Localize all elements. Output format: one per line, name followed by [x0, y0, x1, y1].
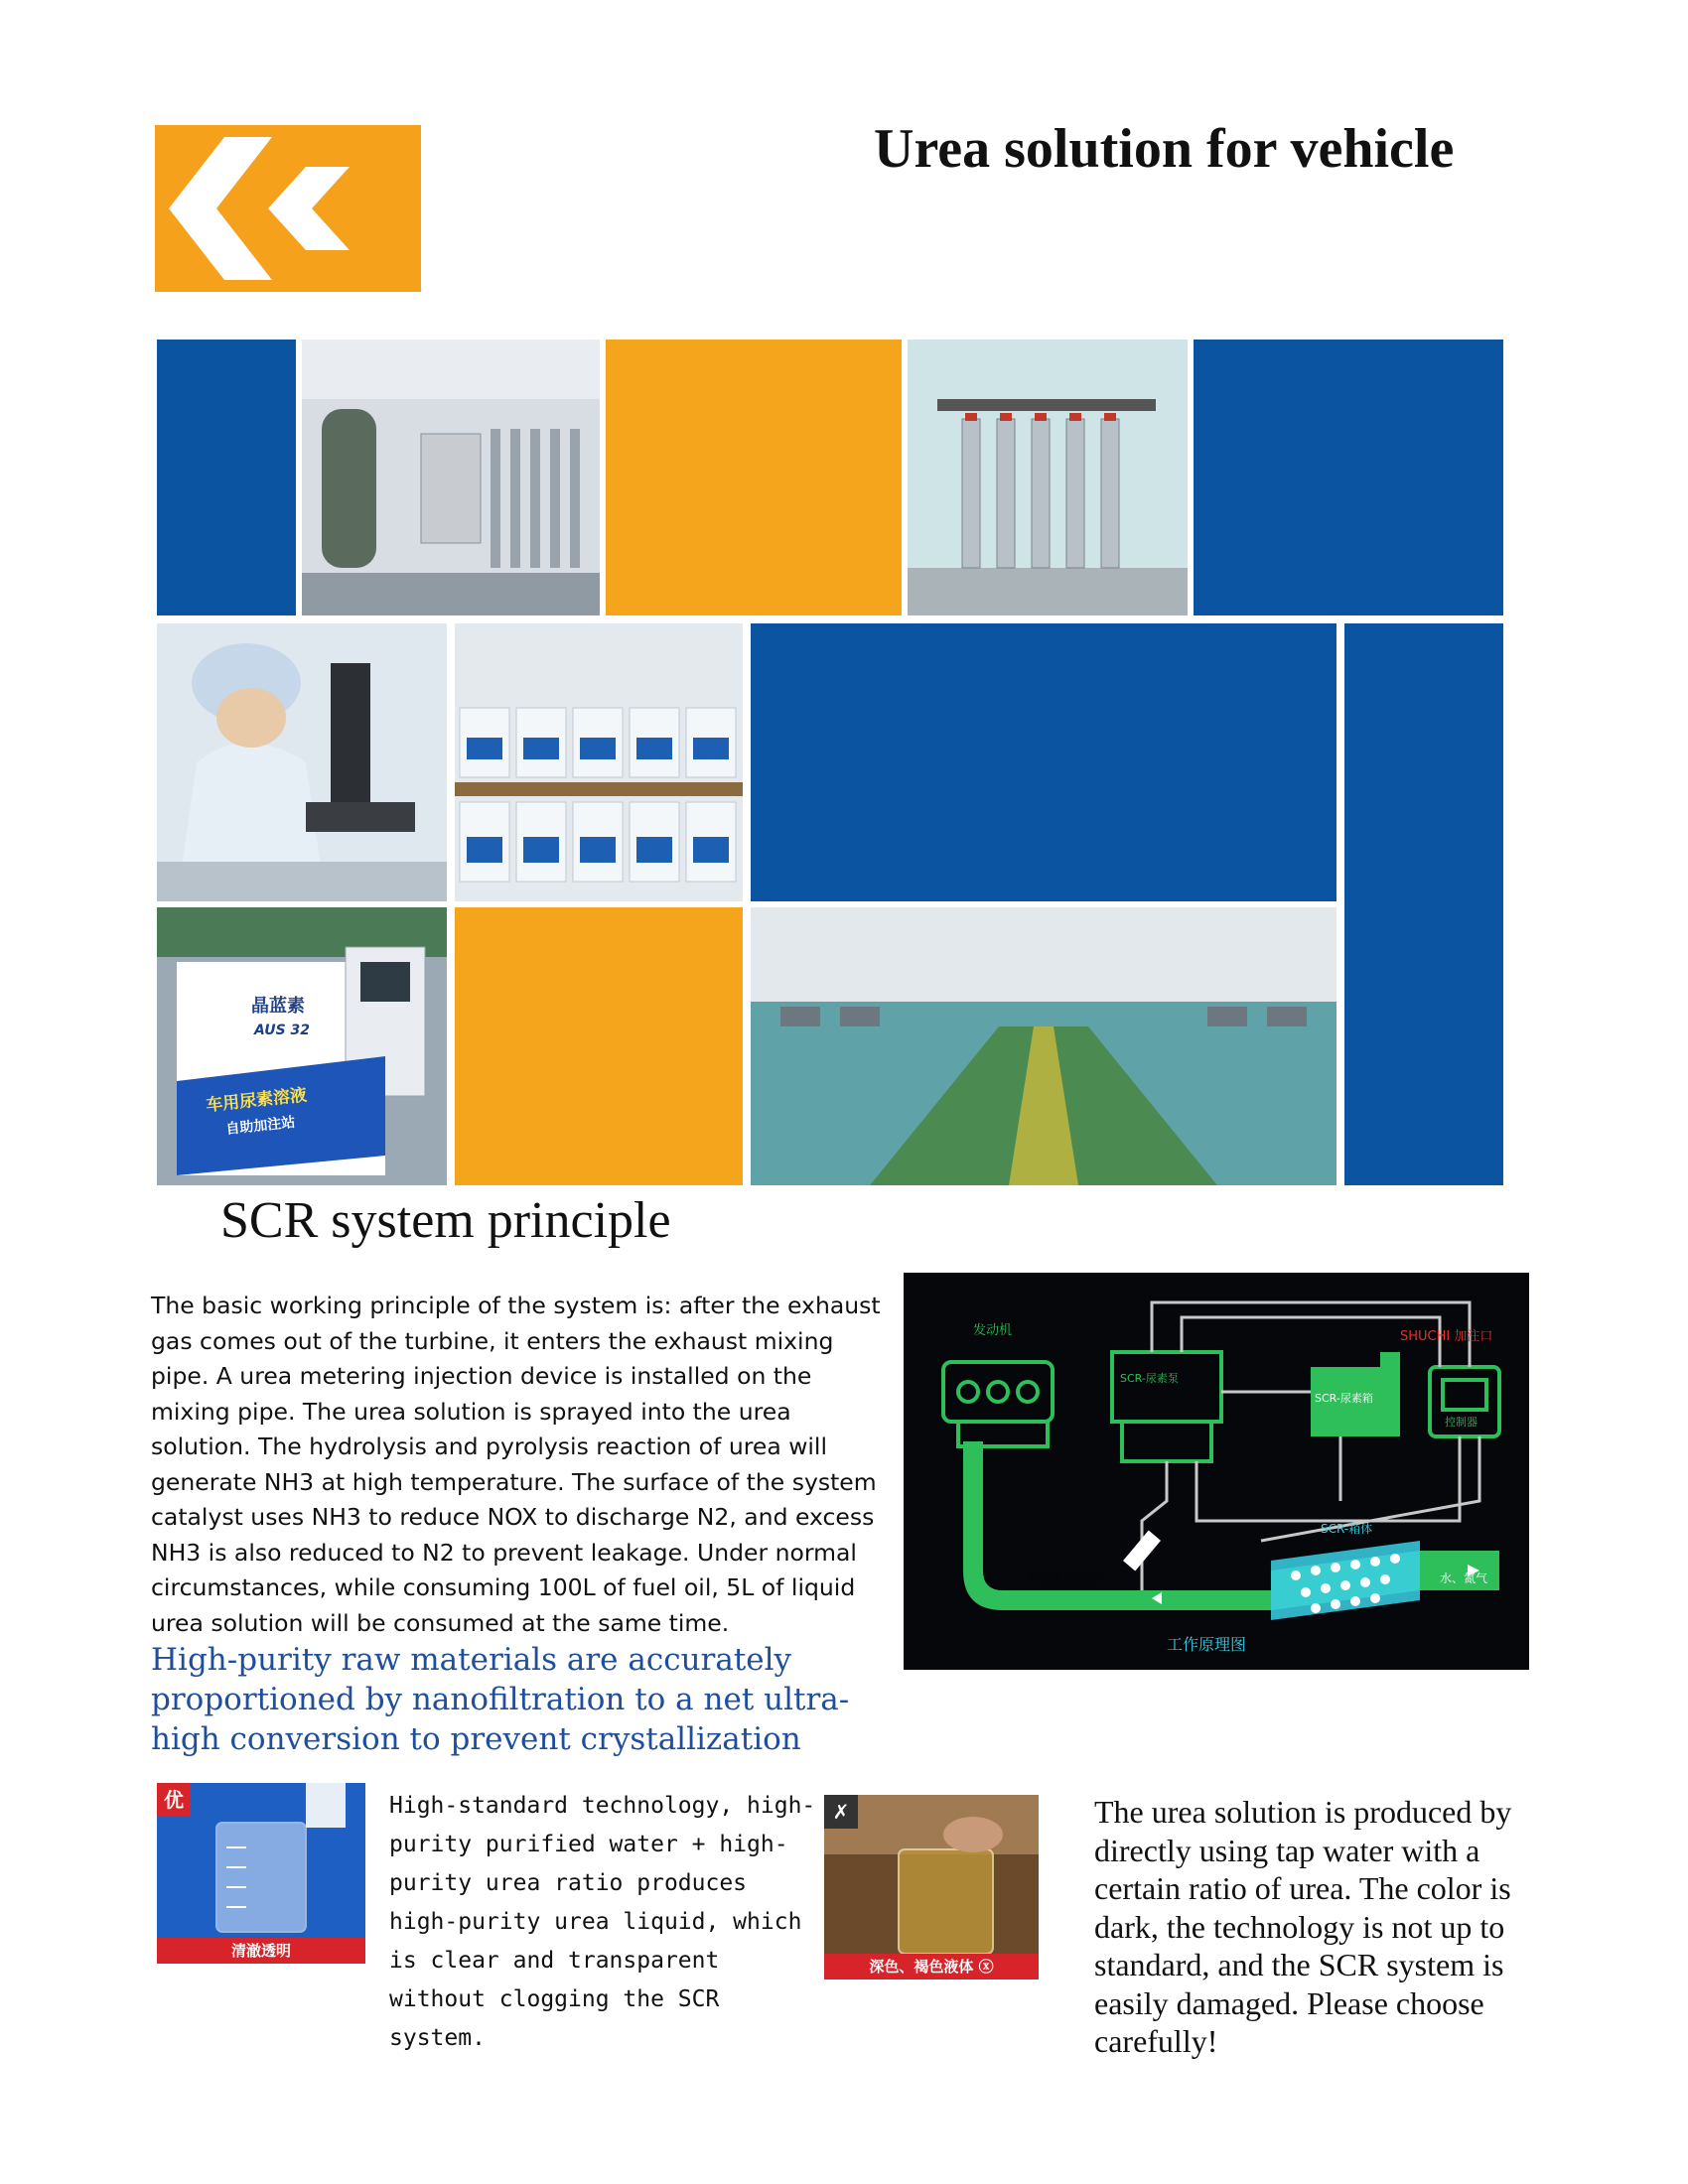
- dispenser-station-photo: [157, 907, 447, 1185]
- diagram-label-inlet: SHUCHI 加注口: [1400, 1329, 1493, 1344]
- diagram-label-engine: 发动机: [973, 1323, 1013, 1338]
- lab-microscope-photo: [157, 623, 447, 901]
- purity-highlight-text: High-purity raw materials are accurately proportioned by nanofiltration to a net ultra-high conversion to prevent crystallization: [151, 1642, 850, 1757]
- filter-pipes-photo: [908, 340, 1188, 615]
- dark-urea-beaker-photo: [824, 1795, 1039, 1979]
- diagram-label-harmful: 有害氮氧化物: [1028, 1571, 1100, 1585]
- page-title: Urea solution for vehicle: [874, 118, 1455, 180]
- diagram-label-output: 水、氮气: [1440, 1571, 1488, 1585]
- cross-circle-icon: ⓧ: [978, 1958, 994, 1976]
- dispenser-banner-line2: 自助加注站: [224, 1114, 297, 1138]
- urea-containers-photo: [455, 623, 743, 901]
- diagram-label-controller: 控制器: [1445, 1416, 1477, 1429]
- bad-caption: 深色、褐色液体 ⓧ: [824, 1954, 1039, 1979]
- diagram-caption: 工作原理图: [1167, 1635, 1247, 1654]
- dispenser-brand: 晶蓝素: [251, 996, 305, 1017]
- collage-blue-block: [751, 623, 1336, 901]
- scr-working-diagram: [904, 1273, 1529, 1670]
- dispenser-banner-line1: 车用尿素溶液: [205, 1085, 308, 1116]
- scr-section-heading: SCR system principle: [220, 1192, 671, 1249]
- good-badge: 优: [157, 1783, 191, 1817]
- good-caption: 清澈透明: [157, 1938, 365, 1964]
- purification-equipment-photo: [302, 340, 600, 615]
- factory-hall-photo: [751, 907, 1336, 1185]
- collage-blue-block: [157, 340, 296, 615]
- diagram-label-catalyst: SCR-箱体: [1321, 1522, 1373, 1536]
- scr-principle-paragraph: The basic working principle of the system is: after the exhaust gas comes out of the turbine, it enters the exhaust mixing pipe. A urea metering injection device is installed on the mixing pipe. The urea solution is sprayed into the urea solution. The hydrolysis and pyrolysis reaction of urea will generate NH3 at high temperature. The surface of the system catalyst uses NH3 to reduce NOX to discharge N2, and excess NH3 is also reduced to N2 to prevent leakage. Under normal circumstances, while consuming 100L of fuel oil, 5L of liquid urea solution will be consumed at the same time.: [151, 1292, 881, 1637]
- dispenser-model: AUS 32: [254, 1023, 311, 1038]
- diagram-label-pump: SCR-尿素泵: [1120, 1372, 1179, 1385]
- collage-orange-block: [606, 340, 902, 615]
- collage-blue-block: [1194, 340, 1503, 615]
- company-logo: [155, 125, 421, 292]
- diagram-label-tank: SCR-尿素箱: [1315, 1392, 1373, 1405]
- bad-badge-icon: ✗: [824, 1795, 858, 1829]
- collage-blue-block: [1344, 623, 1503, 1185]
- clear-urea-beaker-photo: [157, 1783, 365, 1964]
- double-chevron-logo-icon: [155, 125, 421, 292]
- poor-quality-warning: The urea solution is produced by directly using tap water with a certain ratio of urea. The color is dark, the technology is not up to standard, and the SCR system is easily damaged. Please choose carefully!: [1094, 1794, 1512, 2059]
- collage-orange-block: [455, 907, 743, 1185]
- good-quality-description: High-standard technology, high-purity purified water + high-purity urea ratio produces high-purity urea liquid, which is clear and transparent without clogging the SCR system.: [389, 1793, 816, 2051]
